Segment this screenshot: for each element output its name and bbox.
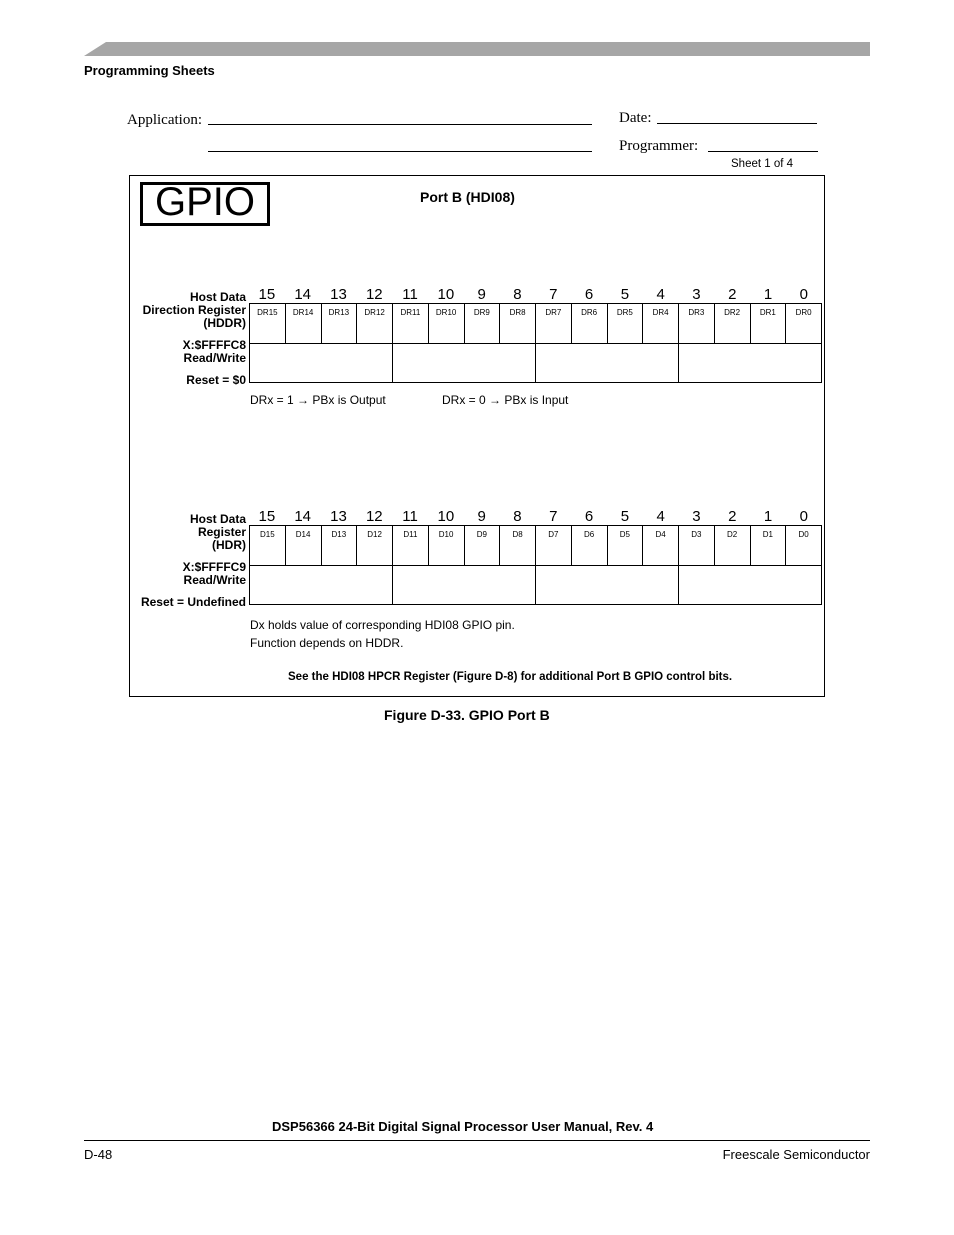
bit-name: D13: [331, 530, 347, 539]
hdr-bit-cell[interactable]: [428, 526, 464, 566]
hddr-bit-cell[interactable]: [535, 304, 571, 344]
bit-name: DR2: [724, 308, 741, 317]
hddr-bit-cell[interactable]: [428, 304, 464, 344]
hddr-bit-cell[interactable]: [678, 304, 714, 344]
bit-number: 13: [330, 286, 347, 303]
bit-name: DR4: [652, 308, 669, 317]
bit-number: 7: [549, 508, 558, 525]
bit-number: 3: [692, 508, 701, 525]
hdr-bit-cell[interactable]: [321, 526, 357, 566]
bit-number: 13: [330, 508, 347, 525]
bit-number: 4: [656, 286, 665, 303]
hdr-label: [120, 513, 246, 552]
gpio-badge-text: GPIO: [154, 180, 256, 224]
bit-name: DR5: [616, 308, 633, 317]
port-title: Port B (HDI08): [420, 189, 515, 205]
hddr-address: X:$FFFFC8: [182, 338, 246, 352]
bit-number: 10: [437, 508, 455, 525]
hdr-nibble-entry[interactable]: [535, 566, 678, 605]
hdr-bit-cell[interactable]: [285, 526, 321, 566]
bit-number: 10: [437, 286, 455, 303]
bit-name: DR9: [473, 308, 490, 317]
hdr-bit-cell[interactable]: [571, 526, 607, 566]
hdr-bit-cell[interactable]: [750, 526, 786, 566]
bit-number: 15: [258, 508, 276, 525]
hdr-bit-numbers: [249, 508, 822, 525]
bit-number: 11: [402, 508, 418, 525]
bit-name: DR3: [688, 308, 705, 317]
footer-title: DSP56366 24-Bit Digital Signal Processor User Manual, Rev. 4: [272, 1119, 654, 1134]
hdr-reset: Reset = Undefined: [140, 595, 246, 609]
page-number: D-48: [84, 1147, 113, 1162]
date-line: [657, 123, 817, 124]
hdr-label-line: (HDR): [212, 538, 246, 552]
bit-number: 4: [656, 508, 665, 525]
bit-number: 5: [620, 286, 630, 303]
header-bar: [84, 42, 870, 56]
footer-divider: [84, 1140, 870, 1141]
bit-name: D10: [438, 530, 454, 539]
hdr-bit-cell[interactable]: [464, 526, 500, 566]
bit-name: D9: [476, 530, 487, 539]
hddr-address-block: [120, 339, 246, 365]
bit-name: DR6: [581, 308, 598, 317]
hddr-bit-numbers: [249, 286, 822, 303]
hdr-bit-cell[interactable]: [607, 526, 643, 566]
hddr-nibble-entry[interactable]: [249, 344, 392, 383]
bit-number: 0: [799, 508, 809, 525]
bit-number: 9: [477, 286, 486, 303]
hdr-bit-cell[interactable]: [678, 526, 714, 566]
bit-number: 5: [620, 508, 630, 525]
hdr-nibble-entry[interactable]: [249, 566, 392, 605]
hddr-bit-cell[interactable]: [750, 304, 786, 344]
bit-name: D14: [295, 530, 311, 539]
figure-caption: Figure D-33. GPIO Port B: [384, 707, 550, 723]
hddr-reset: Reset = $0: [186, 373, 246, 387]
hdr-note-line-2: Function depends on HDDR.: [250, 636, 404, 650]
bit-name: D8: [512, 530, 523, 539]
hdr-bit-cell[interactable]: [392, 526, 428, 566]
application-line-1: [208, 124, 592, 125]
bit-number: 6: [584, 508, 594, 525]
bit-name: D2: [727, 530, 738, 539]
bit-number: 6: [584, 286, 594, 303]
bit-name: D6: [584, 530, 595, 539]
application-label: Application:: [127, 112, 202, 128]
programmer-line: [708, 151, 818, 152]
hddr-bit-cell[interactable]: [249, 304, 285, 344]
hddr-bit-cell[interactable]: [321, 304, 357, 344]
bit-name: DR14: [292, 308, 314, 317]
footnote: See the HDI08 HPCR Register (Figure D-8) for additional Port B GPIO control bits.: [288, 671, 733, 683]
bit-number: 15: [258, 286, 276, 303]
hdr-access: Read/Write: [183, 573, 246, 587]
bit-name: D4: [655, 530, 666, 539]
hdr-nibble-entry[interactable]: [392, 566, 535, 605]
hddr-bit-cell[interactable]: [285, 304, 321, 344]
bit-number: 8: [513, 286, 522, 303]
hddr-access: Read/Write: [183, 351, 246, 365]
bit-number: 0: [799, 286, 809, 303]
hdr-bit-cell[interactable]: [356, 526, 392, 566]
bit-name: D3: [691, 530, 702, 539]
hddr-nibble-entry[interactable]: [392, 344, 535, 383]
date-label: Date:: [619, 110, 652, 126]
bit-name: DR7: [545, 308, 562, 317]
bit-name: D7: [548, 530, 559, 539]
hdr-bit-cell[interactable]: [249, 526, 285, 566]
application-line-2: [208, 151, 592, 152]
bit-number: 9: [477, 508, 486, 525]
hdr-bit-cell[interactable]: [535, 526, 571, 566]
bit-name: DR12: [364, 308, 385, 317]
hdr-register-grid: [249, 525, 822, 605]
hddr-bit-cell[interactable]: [464, 304, 500, 344]
bit-number: 7: [549, 286, 558, 303]
hddr-label-line: Direction Register: [142, 303, 246, 317]
hddr-nibble-entry[interactable]: [535, 344, 678, 383]
hddr-nibble-row: [249, 344, 821, 383]
section-title: Programming Sheets: [84, 63, 215, 78]
hddr-label-line: Host Data: [189, 290, 246, 304]
bit-name: D12: [367, 530, 382, 539]
hdr-bit-cell[interactable]: [642, 526, 678, 566]
bit-number: 3: [692, 286, 701, 303]
bit-number: 14: [294, 286, 312, 303]
bit-name: D5: [619, 530, 630, 539]
gpio-badge: [140, 182, 270, 226]
bit-name: DR8: [509, 308, 526, 317]
bit-name: DR10: [435, 308, 457, 317]
hddr-bit-cell[interactable]: [571, 304, 607, 344]
hddr-bit-cell[interactable]: [607, 304, 643, 344]
hddr-bit-cell[interactable]: [714, 304, 750, 344]
hddr-bit-cell[interactable]: [392, 304, 428, 344]
company-name: Freescale Semiconductor: [722, 1147, 870, 1162]
hdr-bit-row: [249, 526, 821, 566]
bit-number: 1: [763, 286, 773, 303]
sheet-number: Sheet 1 of 4: [731, 158, 794, 170]
bit-name: DR15: [257, 308, 278, 317]
bit-number: 12: [365, 286, 383, 303]
hddr-register-grid: [249, 303, 822, 383]
bit-name: DR1: [759, 308, 776, 317]
bit-number: 2: [728, 286, 737, 303]
bit-name: DR11: [400, 308, 421, 317]
hdr-nibble-entry[interactable]: [678, 566, 821, 605]
bit-name: DR0: [795, 308, 812, 317]
hdr-label-line: Host Data: [189, 512, 246, 526]
bit-number: 11: [402, 286, 418, 303]
hddr-note-input: DRx = 0 → PBx is Input: [442, 393, 569, 407]
hddr-bit-row: [249, 304, 821, 344]
bit-number: 8: [513, 508, 522, 525]
bit-number: 14: [294, 508, 312, 525]
hddr-bit-cell[interactable]: [499, 304, 535, 344]
hdr-address-block: [120, 561, 246, 587]
bit-name: D15: [260, 530, 275, 539]
hdr-bit-cell[interactable]: [785, 526, 821, 566]
hddr-bit-cell[interactable]: [642, 304, 678, 344]
hddr-nibble-entry[interactable]: [678, 344, 821, 383]
bit-name: D0: [798, 530, 809, 539]
programmer-label: Programmer:: [619, 138, 699, 154]
hddr-note-output: DRx = 1 → PBx is Output: [250, 393, 386, 407]
hdr-bit-cell[interactable]: [714, 526, 750, 566]
hddr-bit-cell[interactable]: [785, 304, 821, 344]
bit-number: 1: [763, 508, 773, 525]
bit-number: 2: [728, 508, 737, 525]
hddr-bit-cell[interactable]: [356, 304, 392, 344]
hdr-bit-cell[interactable]: [499, 526, 535, 566]
hdr-nibble-row: [249, 566, 821, 605]
bit-number: 12: [365, 508, 383, 525]
hddr-label: [120, 291, 246, 330]
hdr-note-line-1: Dx holds value of corresponding HDI08 GPIO pin.: [250, 618, 515, 632]
bit-name: D1: [762, 530, 773, 539]
hddr-label-line: (HDDR): [203, 316, 246, 330]
hdr-address: X:$FFFFC9: [182, 560, 246, 574]
bit-name: DR13: [328, 308, 350, 317]
hdr-label-line: Register: [197, 525, 246, 539]
bit-name: D11: [403, 530, 418, 539]
